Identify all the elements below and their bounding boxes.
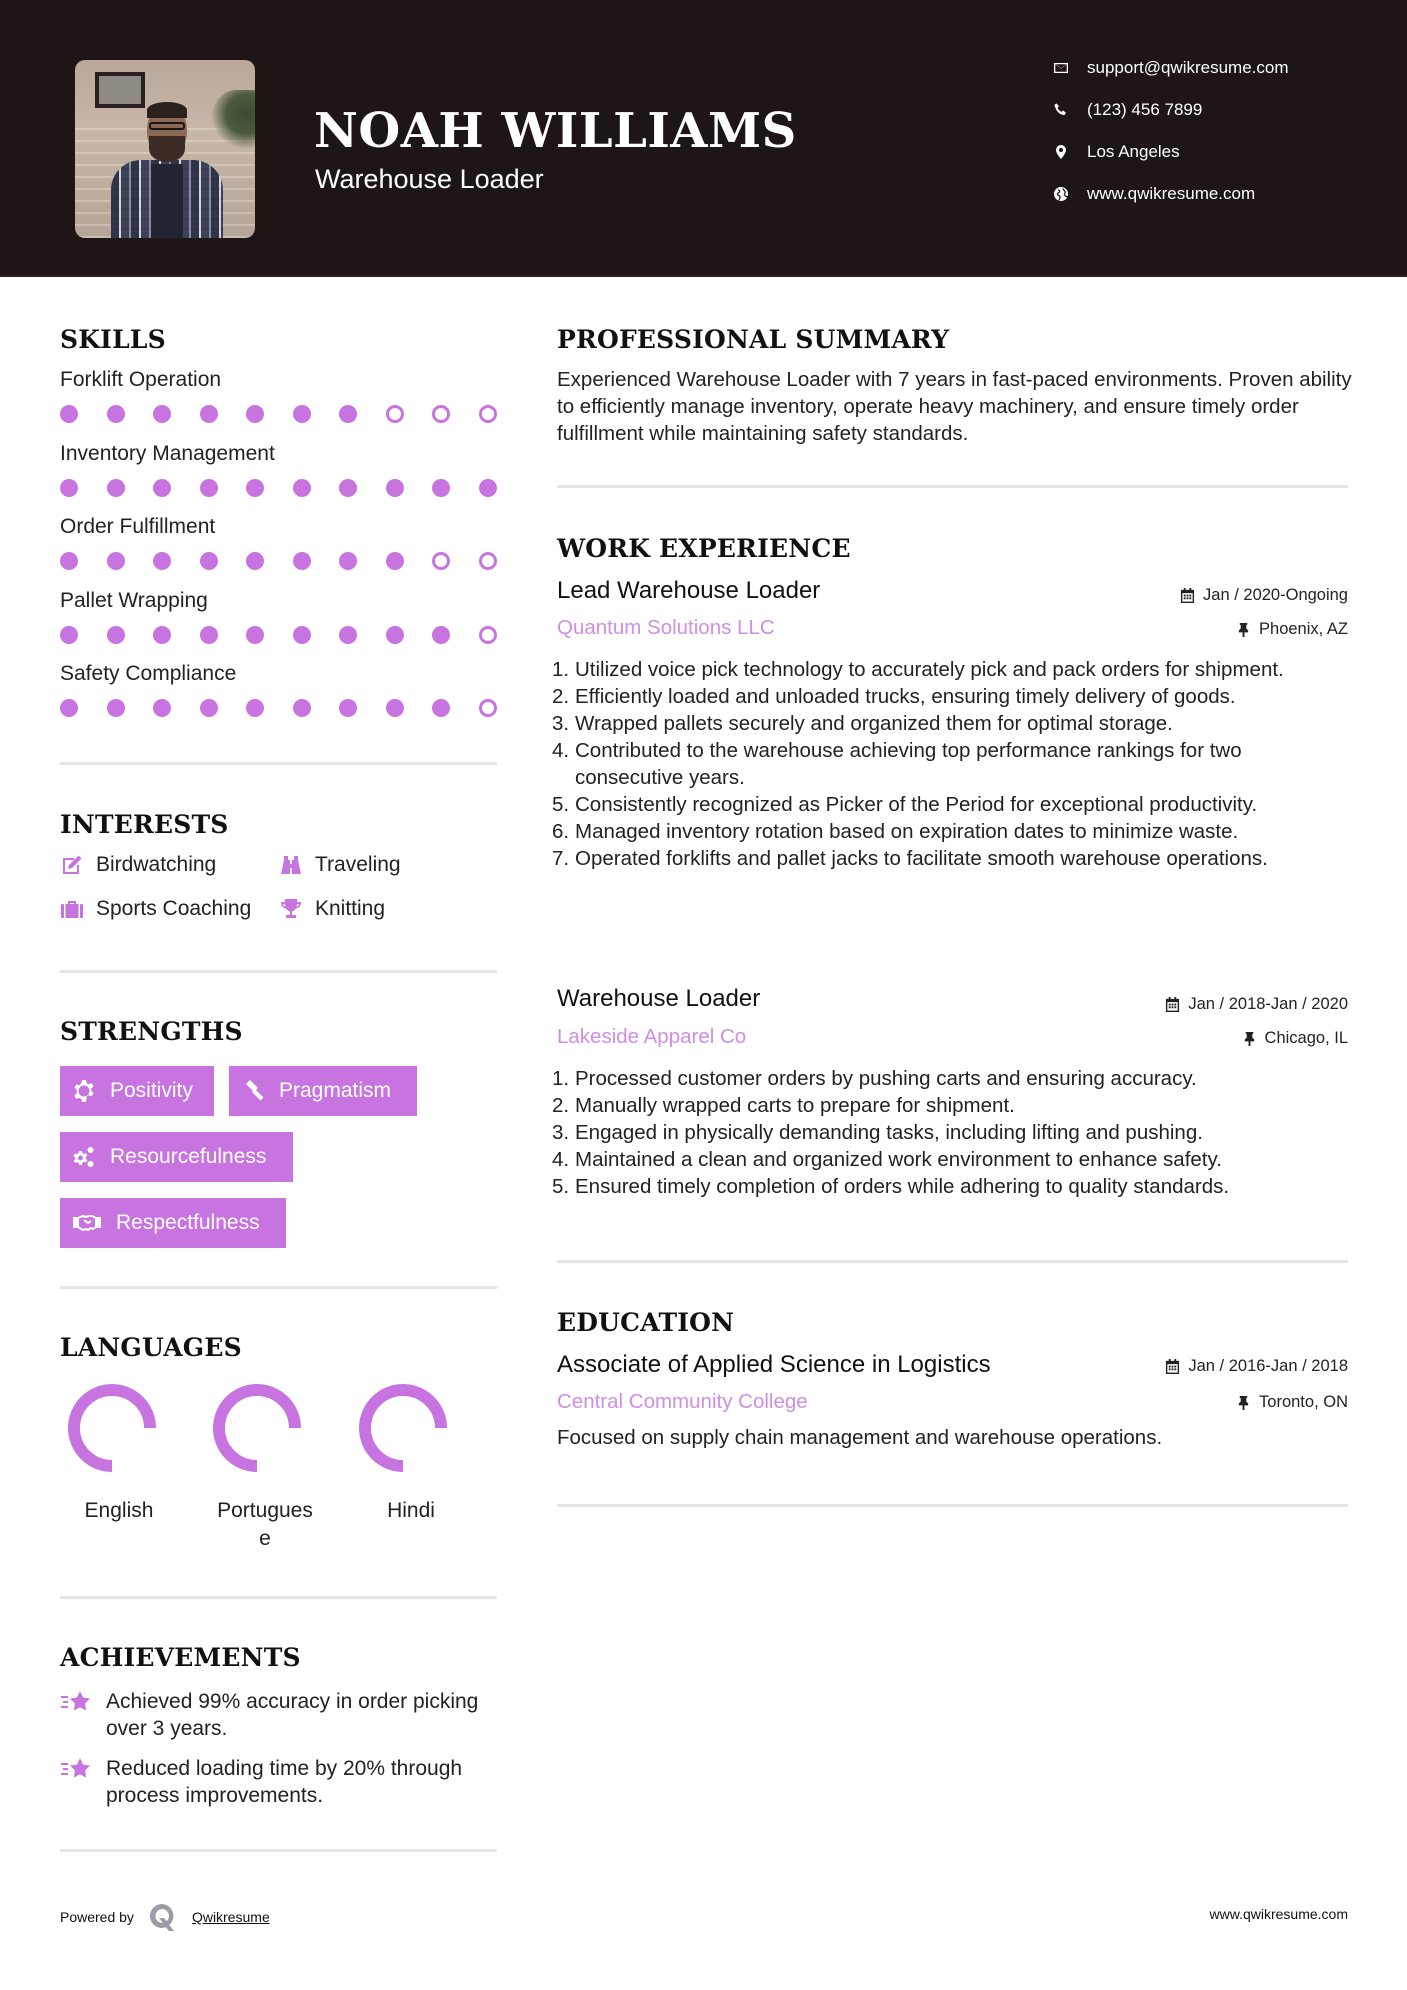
job-bullets — [552, 1065, 1352, 1200]
strengths-heading: STRENGTHS — [60, 1017, 243, 1046]
skill-dot-filled — [246, 626, 264, 644]
strength-label: Respectfulness — [116, 1211, 260, 1234]
skills-heading: SKILLS — [60, 325, 166, 354]
strength-label: Pragmatism — [279, 1079, 392, 1102]
skill-rating — [60, 405, 500, 425]
skill-dot-filled — [339, 552, 357, 570]
skill-dot-filled — [432, 699, 450, 717]
interest-item — [60, 853, 216, 877]
skill-dot-filled — [432, 626, 450, 644]
interests-heading: INTERESTS — [60, 810, 229, 839]
job-location — [1242, 1029, 1348, 1048]
skill-name: Safety Compliance — [60, 662, 237, 685]
contact-website[interactable] — [1052, 184, 1255, 204]
cogs-icon — [72, 1145, 96, 1169]
profile-photo — [75, 60, 255, 238]
skill-name: Inventory Management — [60, 442, 275, 465]
calendar-icon — [1165, 1359, 1180, 1374]
education-dates-text: Jan / 2016-Jan / 2018 — [1188, 1357, 1348, 1375]
skill-dot-empty — [386, 405, 404, 423]
photo-wall-frame — [95, 72, 145, 108]
skill-rating — [60, 699, 500, 719]
skill-dot-filled — [153, 626, 171, 644]
section-divider — [60, 1596, 497, 1599]
job-location — [1236, 620, 1348, 639]
language-ring — [207, 1378, 307, 1478]
skill-dot-filled — [479, 479, 497, 497]
skill-dot-filled — [60, 479, 78, 497]
suitcase-icon — [60, 897, 84, 921]
phone-icon — [1052, 101, 1070, 119]
company-name: Quantum Solutions LLC — [557, 616, 775, 639]
skill-dot-filled — [339, 479, 357, 497]
strength-label: Resourcefulness — [110, 1145, 267, 1168]
language-label: Portugues e — [217, 1499, 313, 1550]
job-bullet: Contributed to the warehouse achieving top performance rankings for two consecutive years. — [575, 739, 1242, 789]
education-location-text: Toronto, ON — [1259, 1393, 1348, 1411]
job-dates — [1165, 995, 1348, 1014]
job-bullet: Managed inventory rotation based on expiration dates to minimize waste. — [575, 820, 1239, 843]
job-dates-text: Jan / 2020-Ongoing — [1203, 586, 1348, 604]
photo-glasses — [149, 122, 185, 130]
languages-heading: LANGUAGES — [60, 1333, 242, 1362]
language-proficiency-arc — [219, 1390, 295, 1466]
interest-label: Birdwatching — [96, 853, 217, 876]
footer-powered-by — [60, 1902, 270, 1932]
gavel-icon — [241, 1079, 265, 1103]
skill-dot-filled — [293, 699, 311, 717]
photo-plant — [211, 90, 255, 150]
photo-beard — [149, 136, 185, 162]
map-marker-icon — [1052, 143, 1070, 161]
binoculars-icon — [279, 853, 303, 877]
strength-badge — [60, 1066, 214, 1116]
powered-by-text: Powered by — [60, 1909, 134, 1925]
cog-icon — [72, 1079, 96, 1103]
contact-email[interactable] — [1052, 58, 1289, 78]
language-proficiency-arc — [365, 1390, 441, 1466]
achievement-item — [60, 1688, 500, 1742]
skill-dot-filled — [200, 405, 218, 423]
skill-rating — [60, 552, 500, 572]
language-proficiency-arc — [74, 1390, 150, 1466]
edit-icon — [60, 853, 84, 877]
language-label: Hindi — [387, 1499, 435, 1522]
calendar-icon — [1165, 997, 1180, 1012]
contact-phone-text: (123) 456 7899 — [1087, 100, 1203, 119]
skill-dot-filled — [293, 405, 311, 423]
skill-dot-filled — [153, 552, 171, 570]
section-divider — [557, 485, 1348, 488]
qwikresume-link[interactable]: Qwikresume — [191, 1909, 270, 1925]
section-divider — [557, 1260, 1348, 1263]
skill-dot-filled — [107, 405, 125, 423]
education-dates — [1165, 1357, 1348, 1376]
skill-dot-filled — [107, 479, 125, 497]
language-ring — [353, 1378, 453, 1478]
globe-icon — [1052, 185, 1070, 203]
section-divider — [60, 1849, 497, 1852]
skill-dot-filled — [339, 626, 357, 644]
interest-label: Traveling — [315, 853, 401, 876]
skill-dot-filled — [246, 479, 264, 497]
skill-dot-filled — [246, 552, 264, 570]
handshake-icon — [72, 1211, 102, 1235]
job-dates — [1180, 586, 1348, 605]
skill-dot-filled — [200, 552, 218, 570]
degree-title: Associate of Applied Science in Logistics — [557, 1351, 991, 1378]
skill-dot-filled — [60, 405, 78, 423]
skill-dot-filled — [200, 699, 218, 717]
language-ring — [62, 1378, 162, 1478]
skill-dot-filled — [60, 552, 78, 570]
job-bullet: Operated forklifts and pallet jacks to facilitate smooth warehouse operations. — [575, 847, 1268, 870]
achievement-text: Achieved 99% accuracy in order picking over 3 years. — [106, 1690, 479, 1740]
skill-name: Pallet Wrapping — [60, 589, 208, 612]
pushpin-icon — [1236, 622, 1251, 637]
interest-item — [60, 897, 251, 921]
summary-text: Experienced Warehouse Loader with 7 years in fast-paced environments. Proven ability to efficiently manage inventory, operate heavy machinery, and ensure timely order fulfillment while maintaining safety standards. — [557, 368, 1352, 445]
skill-rating — [60, 626, 500, 646]
skill-dot-filled — [386, 552, 404, 570]
school-name: Central Community College — [557, 1390, 808, 1413]
resume-header — [0, 0, 1407, 277]
job-location-text: Chicago, IL — [1264, 1029, 1348, 1047]
shooting-star-icon — [60, 1690, 92, 1716]
interest-item — [279, 853, 401, 877]
contact-location — [1052, 142, 1180, 162]
skill-dot-filled — [60, 626, 78, 644]
achievement-item — [60, 1755, 500, 1809]
skill-name: Order Fulfillment — [60, 515, 216, 538]
envelope-icon — [1052, 59, 1070, 77]
strength-label: Positivity — [110, 1079, 193, 1102]
contact-location-text: Los Angeles — [1087, 142, 1180, 161]
job-title: Warehouse Loader — [557, 985, 761, 1012]
job-bullet: Wrapped pallets securely and organized them for optimal storage. — [575, 712, 1173, 735]
pushpin-icon — [1236, 1395, 1251, 1410]
skill-dot-filled — [293, 626, 311, 644]
candidate-title: Warehouse Loader — [315, 164, 544, 194]
skill-dot-filled — [386, 479, 404, 497]
skill-dot-filled — [293, 479, 311, 497]
skill-dot-filled — [432, 479, 450, 497]
skill-dot-empty — [479, 699, 497, 717]
skill-dot-empty — [432, 552, 450, 570]
skill-dot-filled — [153, 699, 171, 717]
skill-dot-filled — [200, 626, 218, 644]
skill-dot-filled — [386, 699, 404, 717]
skill-dot-filled — [246, 699, 264, 717]
interest-label: Knitting — [315, 897, 386, 920]
skill-dot-filled — [107, 699, 125, 717]
skill-dot-filled — [339, 699, 357, 717]
strength-badge — [229, 1066, 417, 1116]
skill-dot-empty — [479, 405, 497, 423]
skill-dot-filled — [107, 552, 125, 570]
contact-website-text: www.qwikresume.com — [1087, 184, 1256, 203]
skill-dot-empty — [479, 552, 497, 570]
job-location-text: Phoenix, AZ — [1259, 620, 1348, 638]
pushpin-icon — [1242, 1031, 1257, 1046]
qwikresume-logo-icon — [148, 1902, 176, 1932]
education-description: Focused on supply chain management and warehouse operations. — [557, 1426, 1163, 1449]
section-divider — [557, 1504, 1348, 1507]
skill-dot-filled — [107, 626, 125, 644]
skill-dot-filled — [153, 479, 171, 497]
interest-item — [279, 897, 385, 921]
skill-dot-filled — [386, 626, 404, 644]
achievements-heading: ACHIEVEMENTS — [60, 1643, 301, 1672]
skill-rating — [60, 479, 500, 499]
company-name: Lakeside Apparel Co — [557, 1025, 747, 1048]
job-bullet: Utilized voice pick technology to accurately pick and pack orders for shipment. — [575, 658, 1284, 681]
interest-label: Sports Coaching — [96, 897, 252, 920]
education-location — [1236, 1393, 1348, 1412]
candidate-name: NOAH WILLIAMS — [314, 103, 797, 159]
skill-name: Forklift Operation — [60, 368, 222, 391]
job-bullet: Ensured timely completion of orders while adhering to quality standards. — [575, 1175, 1230, 1198]
skill-dot-filled — [153, 405, 171, 423]
strength-badge — [60, 1132, 293, 1182]
skill-dot-filled — [60, 699, 78, 717]
strength-badge — [60, 1198, 286, 1248]
education-heading: EDUCATION — [557, 1308, 735, 1337]
trophy-icon — [279, 897, 303, 921]
skill-dot-filled — [200, 479, 218, 497]
skill-dot-filled — [293, 552, 311, 570]
job-bullets — [552, 656, 1352, 872]
job-bullet: Consistently recognized as Picker of the Period for exceptional productivity. — [575, 793, 1258, 816]
achievement-text: Reduced loading time by 20% through process improvements. — [106, 1757, 463, 1807]
section-divider — [60, 762, 497, 765]
job-bullet: Manually wrapped carts to prepare for shipment. — [575, 1094, 1015, 1117]
job-title: Lead Warehouse Loader — [557, 577, 821, 604]
skill-dot-filled — [246, 405, 264, 423]
skill-dot-empty — [479, 626, 497, 644]
experience-heading: WORK EXPERIENCE — [557, 534, 851, 563]
footer-website[interactable]: www.qwikresume.com — [1209, 1906, 1348, 1922]
contact-phone[interactable] — [1052, 100, 1202, 120]
shooting-star-icon — [60, 1757, 92, 1783]
skill-dot-filled — [339, 405, 357, 423]
summary-heading: PROFESSIONAL SUMMARY — [557, 325, 950, 354]
job-bullet: Processed customer orders by pushing carts and ensuring accuracy. — [575, 1067, 1197, 1090]
contact-email-text: support@qwikresume.com — [1087, 58, 1289, 77]
section-divider — [60, 1286, 497, 1289]
language-label: English — [84, 1499, 154, 1522]
job-bullet: Engaged in physically demanding tasks, including lifting and pushing. — [575, 1121, 1203, 1144]
section-divider — [60, 970, 497, 973]
skill-dot-empty — [432, 405, 450, 423]
job-bullet: Maintained a clean and organized work environment to enhance safety. — [575, 1148, 1222, 1171]
calendar-icon — [1180, 588, 1195, 603]
photo-hair — [147, 102, 187, 118]
job-bullet: Efficiently loaded and unloaded trucks, ensuring timely delivery of goods. — [575, 685, 1236, 708]
job-dates-text: Jan / 2018-Jan / 2020 — [1188, 995, 1348, 1013]
photo-tee — [151, 164, 183, 238]
